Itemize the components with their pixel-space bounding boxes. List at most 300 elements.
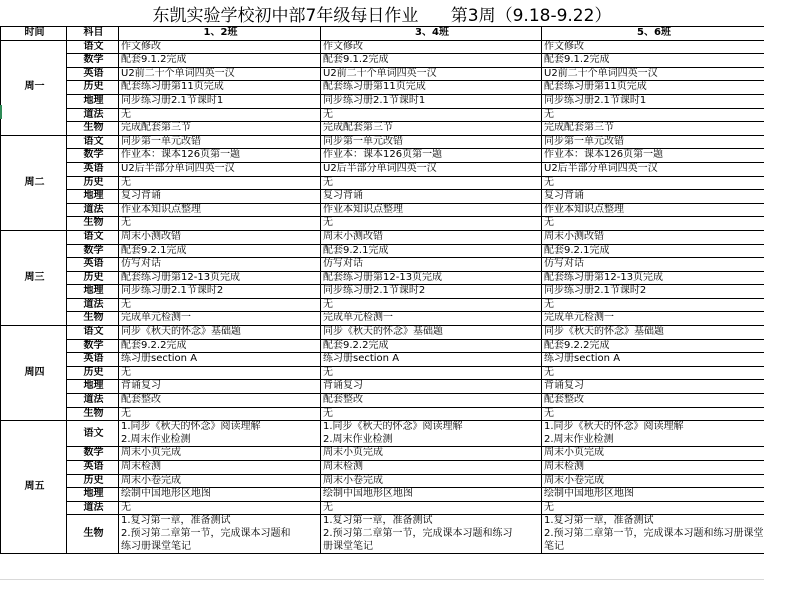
homework-line: 无 (121, 298, 131, 310)
homework-line: 2.预习第二章第一节，完成课本习题和练习册课堂 (544, 527, 764, 539)
subject-cell[interactable]: 道法 (67, 108, 119, 122)
homework-cell[interactable] (542, 244, 765, 258)
table-row (1, 230, 765, 244)
homework-cell[interactable] (542, 135, 765, 149)
homework-cell[interactable] (321, 258, 542, 272)
homework-cell[interactable] (321, 162, 542, 176)
homework-line: 周末小卷完成 (121, 474, 181, 486)
homework-cell[interactable] (542, 421, 765, 447)
table-row (1, 271, 765, 285)
homework-cell[interactable] (321, 474, 542, 488)
homework-line: 无 (323, 407, 333, 419)
homework-cell[interactable] (119, 447, 321, 461)
homework-line: 同步《秋天的怀念》基础题 (121, 326, 241, 338)
sheet-blank-bottom (0, 565, 800, 600)
header-class-2[interactable]: 3、4班 (321, 27, 542, 41)
subject-cell[interactable]: 数学 (67, 149, 119, 163)
homework-cell[interactable] (542, 54, 765, 68)
day-cell[interactable]: 周二 (1, 135, 67, 230)
table-row (1, 176, 765, 190)
homework-cell[interactable] (321, 94, 542, 108)
homework-cell[interactable] (321, 421, 542, 447)
subject-cell[interactable]: 数学 (67, 447, 119, 461)
subject-cell[interactable]: 语文 (67, 135, 119, 149)
header-subject[interactable]: 科目 (67, 27, 119, 41)
homework-cell[interactable] (321, 461, 542, 475)
homework-line: 1.复习第一章，准备测试 (323, 515, 433, 527)
header-class-3[interactable]: 5、6班 (542, 27, 765, 41)
table-row (1, 312, 765, 326)
homework-line: 周末小卷完成 (544, 474, 604, 486)
subject-cell[interactable]: 地理 (67, 285, 119, 299)
header-row (1, 27, 765, 41)
homework-cell[interactable] (119, 94, 321, 108)
homework-cell[interactable] (119, 421, 321, 447)
homework-line: 周末小测改错 (544, 230, 604, 242)
homework-line: 配套练习册第11页完成 (323, 81, 426, 93)
table-row (1, 162, 765, 176)
homework-line: 绘制中国地形区地图 (544, 488, 634, 500)
homework-line: 同步练习册2.1节课时2 (323, 285, 426, 297)
homework-cell[interactable] (542, 326, 765, 340)
homework-cell[interactable] (119, 501, 321, 515)
homework-cell[interactable] (321, 394, 542, 408)
subject-cell[interactable]: 英语 (67, 162, 119, 176)
table-row (1, 217, 765, 231)
homework-cell[interactable] (542, 162, 765, 176)
homework-line: 作业本知识点整理 (121, 203, 201, 215)
subject-cell[interactable]: 地理 (67, 190, 119, 204)
homework-line: U2后半部分单词四英一汉 (121, 162, 235, 174)
subject-cell[interactable]: 数学 (67, 244, 119, 258)
homework-cell[interactable] (119, 40, 321, 54)
homework-cell[interactable] (321, 447, 542, 461)
homework-cell[interactable] (542, 203, 765, 217)
sheet-blank-area (764, 0, 800, 600)
homework-cell[interactable] (119, 312, 321, 326)
homework-line: 同步第一单元改错 (121, 135, 201, 147)
homework-line: 周末小测改错 (323, 230, 383, 242)
homework-line: 配套整改 (323, 394, 363, 406)
day-cell[interactable]: 周一 (1, 40, 67, 135)
homework-cell[interactable] (119, 285, 321, 299)
homework-line: 无 (121, 217, 131, 229)
homework-line: 无 (323, 501, 333, 513)
homework-cell[interactable] (119, 190, 321, 204)
homework-cell[interactable] (321, 339, 542, 353)
subject-cell[interactable]: 语文 (67, 326, 119, 340)
homework-line: 1.同步《秋天的怀念》阅读理解 (544, 421, 684, 433)
homework-cell[interactable] (119, 122, 321, 136)
homework-cell[interactable] (321, 81, 542, 95)
subject-cell[interactable]: 生物 (67, 122, 119, 136)
homework-cell[interactable] (321, 40, 542, 54)
homework-cell[interactable] (542, 447, 765, 461)
homework-line: 周末小卷完成 (323, 474, 383, 486)
homework-cell[interactable] (119, 67, 321, 81)
homework-line: 周末小测改错 (121, 230, 181, 242)
homework-cell[interactable] (542, 176, 765, 190)
homework-line: 周末小页完成 (121, 447, 181, 459)
homework-line: 无 (121, 501, 131, 513)
homework-line: 完成单元检测一 (323, 312, 393, 324)
homework-cell[interactable] (321, 67, 542, 81)
table-row (1, 488, 765, 502)
table-row (1, 394, 765, 408)
homework-cell[interactable] (321, 501, 542, 515)
sheet-title: 东凯实验学校初中部7年级每日作业 第3周（9.18-9.22） (152, 5, 612, 26)
homework-cell[interactable] (119, 54, 321, 68)
homework-line: 无 (121, 176, 131, 188)
table-row (1, 122, 765, 136)
table-row (1, 258, 765, 272)
homework-line: 1.复习第一章，准备测试 (544, 515, 654, 527)
homework-line: 完成配套第三节 (323, 122, 393, 134)
homework-line: 无 (544, 407, 554, 419)
homework-line: 配套练习册第12-13页完成 (323, 271, 443, 283)
homework-line: 配套9.2.1完成 (121, 244, 187, 256)
day-cell[interactable]: 周四 (1, 326, 67, 421)
homework-line: U2前二十个单词四英一汉 (121, 67, 235, 79)
homework-cell[interactable] (119, 380, 321, 394)
subject-cell[interactable]: 历史 (67, 176, 119, 190)
subject-cell[interactable]: 地理 (67, 380, 119, 394)
homework-line: 无 (323, 366, 333, 378)
homework-cell[interactable] (321, 380, 542, 394)
subject-cell[interactable]: 道法 (67, 394, 119, 408)
homework-cell[interactable] (321, 230, 542, 244)
homework-line: 完成单元检测一 (544, 312, 614, 324)
table-row (1, 40, 765, 54)
table-row (1, 447, 765, 461)
homework-cell[interactable] (542, 380, 765, 394)
subject-cell[interactable]: 道法 (67, 203, 119, 217)
homework-cell[interactable] (542, 407, 765, 421)
homework-line: 仿写对话 (544, 258, 584, 270)
table-row (1, 353, 765, 367)
homework-line: 练习册课堂笔记 (121, 540, 191, 552)
homework-line: 配套9.2.2完成 (323, 339, 389, 351)
subject-cell[interactable]: 语文 (67, 40, 119, 54)
subject-cell[interactable]: 道法 (67, 298, 119, 312)
homework-line: 复习背诵 (544, 190, 584, 202)
homework-cell[interactable] (321, 203, 542, 217)
homework-cell[interactable] (542, 353, 765, 367)
homework-line: 配套练习册第12-13页完成 (121, 271, 241, 283)
row-selection-marker (0, 105, 2, 119)
homework-cell[interactable] (119, 162, 321, 176)
header-time[interactable]: 时间 (1, 27, 67, 41)
homework-line: 作业本：课本126页第一题 (544, 149, 664, 161)
homework-line: 作业本知识点整理 (544, 203, 624, 215)
homework-line: 1.同步《秋天的怀念》阅读理解 (121, 421, 261, 433)
homework-line: 配套9.2.1完成 (323, 244, 389, 256)
homework-cell[interactable] (542, 230, 765, 244)
homework-cell[interactable] (321, 122, 542, 136)
homework-cell[interactable] (542, 271, 765, 285)
homework-cell[interactable] (119, 176, 321, 190)
homework-line: 完成配套第三节 (544, 122, 614, 134)
homework-cell[interactable] (542, 366, 765, 380)
homework-line: 笔记 (544, 540, 564, 552)
homework-line: 无 (544, 298, 554, 310)
homework-cell[interactable] (542, 461, 765, 475)
homework-cell[interactable] (119, 203, 321, 217)
homework-line: U2后半部分单词四英一汉 (544, 162, 658, 174)
table-row (1, 339, 765, 353)
homework-cell[interactable] (542, 515, 765, 554)
homework-cell[interactable] (119, 108, 321, 122)
homework-cell[interactable] (119, 217, 321, 231)
homework-line: 同步练习册2.1节课时1 (121, 94, 224, 106)
homework-cell[interactable] (119, 135, 321, 149)
homework-cell[interactable] (321, 54, 542, 68)
homework-line: U2后半部分单词四英一汉 (323, 162, 437, 174)
homework-line: 周末检测 (121, 461, 161, 472)
homework-cell[interactable] (321, 285, 542, 299)
table-row (1, 203, 765, 217)
homework-cell[interactable] (321, 108, 542, 122)
homework-line: 无 (544, 108, 554, 120)
homework-line: 绘制中国地形区地图 (121, 488, 211, 500)
homework-line: 配套9.1.2完成 (544, 54, 610, 66)
homework-cell[interactable] (119, 326, 321, 340)
homework-cell[interactable] (542, 258, 765, 272)
homework-cell[interactable] (542, 474, 765, 488)
subject-cell[interactable]: 道法 (67, 501, 119, 515)
subject-cell[interactable]: 数学 (67, 339, 119, 353)
homework-line: 配套整改 (544, 394, 584, 406)
header-class-1[interactable]: 1、2班 (119, 27, 321, 41)
table-row (1, 380, 765, 394)
homework-cell[interactable] (119, 515, 321, 554)
homework-line: 无 (121, 108, 131, 120)
homework-cell[interactable] (119, 258, 321, 272)
homework-cell[interactable] (119, 407, 321, 421)
subject-cell[interactable]: 语文 (67, 230, 119, 244)
homework-cell[interactable] (119, 394, 321, 408)
homework-line: 无 (323, 108, 333, 120)
homework-cell[interactable] (321, 312, 542, 326)
table-row (1, 461, 765, 475)
subject-cell[interactable]: 生物 (67, 312, 119, 326)
homework-line: 仿写对话 (323, 258, 363, 270)
homework-cell[interactable] (119, 271, 321, 285)
homework-line: 2.预习第二章第一节，完成课本习题和 (121, 527, 291, 539)
homework-line: 无 (121, 407, 131, 419)
table-row (1, 190, 765, 204)
homework-cell[interactable] (119, 474, 321, 488)
table-row (1, 67, 765, 81)
homework-line: 背诵复习 (121, 380, 161, 392)
homework-line: 练习册section A (323, 353, 400, 365)
homework-line: 作业本知识点整理 (323, 203, 403, 215)
subject-cell[interactable]: 英语 (67, 67, 119, 81)
homework-cell[interactable] (119, 81, 321, 95)
homework-line: 周末检测 (323, 461, 363, 472)
subject-cell[interactable]: 历史 (67, 81, 119, 95)
homework-line: 无 (323, 176, 333, 188)
subject-cell[interactable]: 地理 (67, 94, 119, 108)
homework-line: 作文修改 (323, 40, 363, 52)
subject-cell[interactable]: 英语 (67, 258, 119, 272)
homework-line: 2.预习第二章第一节，完成课本习题和练习 (323, 527, 513, 539)
homework-line: 无 (544, 501, 554, 513)
homework-line: 2.周末作业检测 (544, 433, 614, 445)
homework-line: 同步《秋天的怀念》基础题 (544, 326, 664, 338)
homework-line: 无 (544, 176, 554, 188)
subject-cell[interactable]: 历史 (67, 474, 119, 488)
homework-line: 复习背诵 (323, 190, 363, 202)
subject-cell[interactable]: 语文 (67, 421, 119, 447)
subject-cell[interactable]: 生物 (67, 407, 119, 421)
homework-cell[interactable] (321, 244, 542, 258)
homework-line: 配套9.2.2完成 (544, 339, 610, 351)
homework-cell[interactable] (321, 353, 542, 367)
homework-cell[interactable] (542, 488, 765, 502)
subject-cell[interactable]: 生物 (67, 217, 119, 231)
homework-line: 无 (121, 366, 131, 378)
table-row (1, 501, 765, 515)
subject-cell[interactable]: 历史 (67, 271, 119, 285)
table-row (1, 515, 765, 554)
homework-line: 同步第一单元改错 (544, 135, 624, 147)
subject-cell[interactable]: 英语 (67, 353, 119, 367)
homework-cell[interactable] (119, 339, 321, 353)
homework-cell[interactable] (542, 190, 765, 204)
homework-cell[interactable] (542, 501, 765, 515)
homework-cell[interactable] (119, 366, 321, 380)
homework-cell[interactable] (321, 326, 542, 340)
homework-line: 练习册section A (544, 353, 621, 365)
homework-line: 周末小页完成 (544, 447, 604, 459)
homework-cell[interactable] (321, 190, 542, 204)
homework-cell[interactable] (321, 176, 542, 190)
homework-line: 配套练习册第11页完成 (121, 81, 224, 93)
homework-cell[interactable] (542, 312, 765, 326)
homework-cell[interactable] (321, 135, 542, 149)
homework-cell[interactable] (542, 394, 765, 408)
homework-cell[interactable] (119, 461, 321, 475)
homework-line: 同步《秋天的怀念》基础题 (323, 326, 443, 338)
homework-cell[interactable] (321, 149, 542, 163)
homework-line: 背诵复习 (323, 380, 363, 392)
homework-cell[interactable] (542, 285, 765, 299)
subject-cell[interactable]: 数学 (67, 54, 119, 68)
homework-line: 册课堂笔记 (323, 540, 373, 552)
day-cell[interactable]: 周三 (1, 230, 67, 325)
homework-cell[interactable] (119, 149, 321, 163)
homework-line: 配套9.1.2完成 (121, 54, 187, 66)
homework-cell[interactable] (119, 230, 321, 244)
table-row (1, 135, 765, 149)
homework-line: 练习册section A (121, 353, 198, 365)
homework-cell[interactable] (542, 122, 765, 136)
homework-line: 无 (323, 298, 333, 310)
table-row (1, 244, 765, 258)
homework-line: 配套练习册第12-13页完成 (544, 271, 664, 283)
homework-cell[interactable] (321, 217, 542, 231)
homework-line: 周末检测 (544, 461, 584, 472)
homework-line: 作业本：课本126页第一题 (121, 149, 241, 161)
subject-cell[interactable]: 历史 (67, 366, 119, 380)
homework-cell[interactable] (542, 149, 765, 163)
table-row (1, 421, 765, 447)
homework-cell[interactable] (119, 488, 321, 502)
homework-line: 同步第一单元改错 (323, 135, 403, 147)
homework-line: 同步练习册2.1节课时2 (544, 285, 647, 297)
homework-line: 配套练习册第11页完成 (544, 81, 647, 93)
homework-line: 作文修改 (121, 40, 161, 52)
subject-cell[interactable]: 英语 (67, 461, 119, 475)
table-row (1, 94, 765, 108)
homework-cell[interactable] (321, 271, 542, 285)
homework-line: 1.复习第一章，准备测试 (121, 515, 231, 527)
table-row (1, 285, 765, 299)
homework-cell[interactable] (119, 244, 321, 258)
homework-cell[interactable] (542, 298, 765, 312)
homework-line: 作文修改 (544, 40, 584, 52)
homework-cell[interactable] (321, 407, 542, 421)
table-row (1, 326, 765, 340)
homework-line: 配套9.2.2完成 (121, 339, 187, 351)
homework-line: 无 (544, 217, 554, 229)
table-row (1, 149, 765, 163)
homework-line: 绘制中国地形区地图 (323, 488, 413, 500)
homework-line: 同步练习册2.1节课时1 (323, 94, 426, 106)
homework-cell[interactable] (542, 67, 765, 81)
homework-line: 完成配套第三节 (121, 122, 191, 134)
homework-table (0, 26, 765, 554)
homework-line: 作业本：课本126页第一题 (323, 149, 443, 161)
homework-cell[interactable] (542, 108, 765, 122)
homework-cell[interactable] (321, 298, 542, 312)
homework-cell[interactable] (321, 515, 542, 554)
homework-cell[interactable] (542, 94, 765, 108)
homework-line: 周末小页完成 (323, 447, 383, 459)
homework-line: 复习背诵 (121, 190, 161, 202)
homework-line: 同步练习册2.1节课时1 (544, 94, 647, 106)
homework-cell[interactable] (119, 353, 321, 367)
homework-line: 1.同步《秋天的怀念》阅读理解 (323, 421, 463, 433)
homework-cell[interactable] (321, 366, 542, 380)
homework-line: 2.周末作业检测 (121, 433, 191, 445)
homework-cell[interactable] (542, 81, 765, 95)
homework-line: 无 (544, 366, 554, 378)
table-row (1, 54, 765, 68)
homework-line: 背诵复习 (544, 380, 584, 392)
homework-line: 配套9.1.2完成 (323, 54, 389, 66)
homework-line: 仿写对话 (121, 258, 161, 270)
homework-cell[interactable] (542, 339, 765, 353)
homework-cell[interactable] (119, 298, 321, 312)
homework-line: 配套整改 (121, 394, 161, 406)
table-row (1, 407, 765, 421)
day-cell[interactable]: 周五 (1, 421, 67, 554)
homework-line: 无 (323, 217, 333, 229)
table-row (1, 366, 765, 380)
homework-cell[interactable] (321, 488, 542, 502)
table-row (1, 108, 765, 122)
homework-line: 同步练习册2.1节课时2 (121, 285, 224, 297)
table-row (1, 298, 765, 312)
homework-line: 2.周末作业检测 (323, 433, 393, 445)
table-row (1, 81, 765, 95)
homework-cell[interactable] (542, 217, 765, 231)
homework-cell[interactable] (542, 40, 765, 54)
subject-cell[interactable]: 生物 (67, 515, 119, 554)
subject-cell[interactable]: 地理 (67, 488, 119, 502)
